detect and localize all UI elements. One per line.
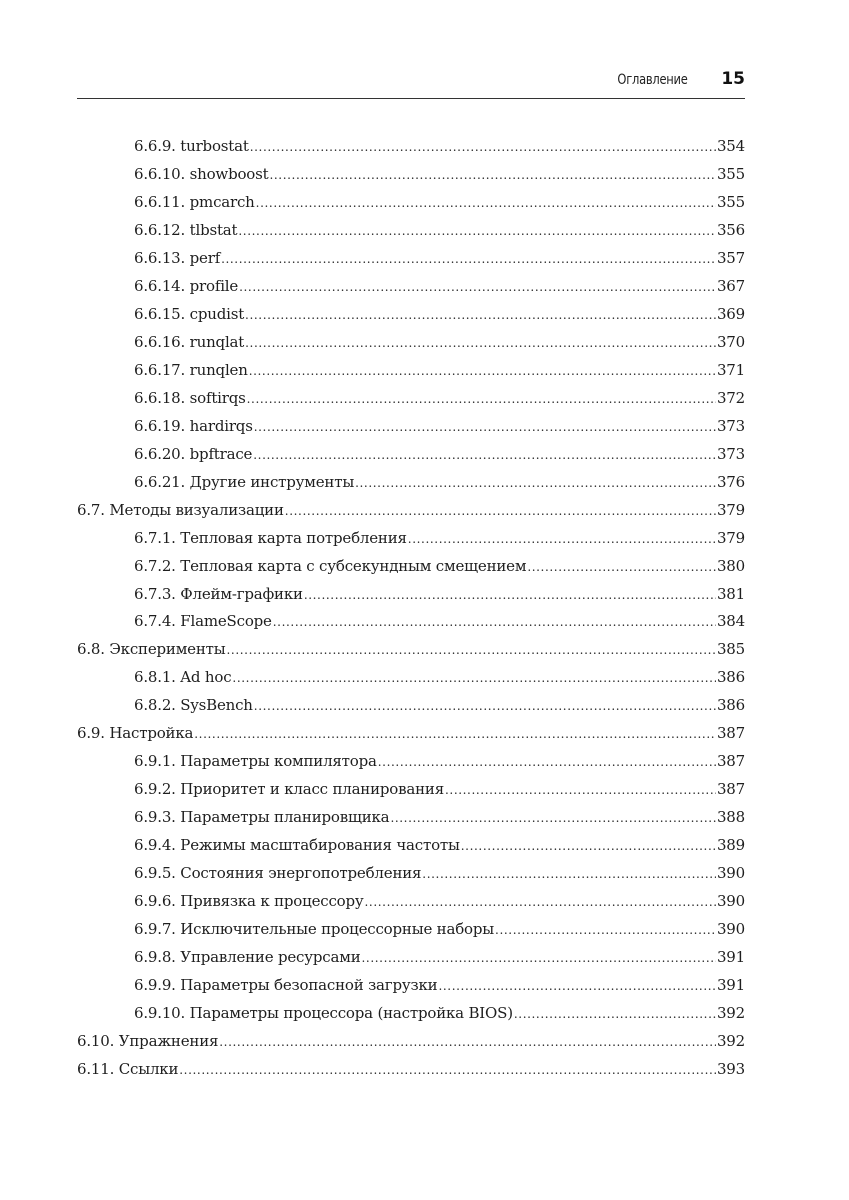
toc-entry-page: 357	[716, 248, 745, 267]
toc-entry[interactable]	[134, 468, 745, 496]
toc-entry-page: 371	[716, 360, 745, 379]
toc-entry-title: 6.8.1. Ad hoc	[134, 668, 232, 687]
toc-entry[interactable]	[77, 1055, 745, 1083]
dot-leader	[461, 832, 716, 860]
toc-entry-title: 6.9. Настройка	[77, 724, 194, 743]
toc-entry[interactable]	[77, 719, 745, 747]
toc-entry-title: 6.9.6. Привязка к процессору	[134, 892, 364, 911]
dot-leader	[495, 916, 716, 944]
dot-leader	[285, 497, 716, 525]
dot-leader	[221, 245, 716, 273]
toc-entry[interactable]	[77, 496, 745, 524]
toc-entry[interactable]	[134, 663, 745, 691]
toc-entry-title: 6.6.12. tlbstat	[134, 220, 238, 239]
toc-entry[interactable]	[134, 188, 745, 216]
toc-entry[interactable]	[134, 747, 745, 775]
toc-entry-page: 385	[716, 640, 745, 659]
toc-entry-page: 390	[716, 864, 745, 883]
toc-entry[interactable]	[134, 859, 745, 887]
dot-leader	[238, 217, 716, 245]
dot-leader	[245, 301, 716, 329]
toc-entry-page: 373	[716, 416, 745, 435]
toc-entry-page: 389	[716, 836, 745, 855]
toc-entry[interactable]	[134, 943, 745, 971]
toc-entry-page: 372	[716, 388, 745, 407]
toc-entry-page: 355	[716, 164, 745, 183]
dot-leader	[245, 329, 716, 357]
dot-leader	[355, 469, 716, 497]
toc-entry-title: 6.6.14. profile	[134, 276, 239, 295]
toc-entry[interactable]	[134, 272, 745, 300]
toc-entry-page: 379	[716, 500, 745, 519]
toc-entry-title: 6.11. Ссылки	[77, 1060, 179, 1078]
toc-entry-page: 390	[716, 892, 745, 911]
toc-entry-page: 386	[716, 696, 745, 715]
dot-leader	[250, 133, 716, 161]
page-number: 15	[721, 69, 745, 89]
toc-entry-title: 6.6.17. runqlen	[134, 360, 248, 379]
toc-entry[interactable]	[77, 1027, 745, 1055]
toc-entry-page: 379	[716, 528, 745, 547]
toc-entry-page: 387	[716, 780, 745, 799]
dot-leader	[227, 636, 716, 664]
toc-entry[interactable]	[77, 635, 745, 663]
toc-entry-page: 354	[716, 137, 745, 155]
toc-entry-page: 386	[716, 668, 745, 687]
dot-leader	[219, 1028, 716, 1056]
dot-leader	[408, 525, 716, 553]
toc-entry[interactable]	[134, 775, 745, 803]
toc-entry-page: 355	[716, 192, 745, 211]
toc-entry-page: 392	[716, 1032, 745, 1051]
toc-entry-title: 6.10. Упражнения	[77, 1032, 219, 1051]
toc-entry-page: 388	[716, 808, 745, 827]
toc-entry-title: 6.6.10. showboost	[134, 164, 269, 183]
running-header	[77, 68, 745, 99]
toc-entry-page: 367	[716, 276, 745, 295]
dot-leader	[239, 273, 716, 301]
toc-entry-title: 6.7. Методы визуализации	[77, 500, 284, 519]
toc-entry-title: 6.6.15. cpudist	[134, 304, 245, 323]
toc-entry[interactable]	[134, 356, 745, 384]
toc-entry[interactable]	[134, 524, 745, 552]
toc-entry-title: 6.9.1. Параметры компилятора	[134, 752, 377, 771]
toc-entry[interactable]	[134, 328, 745, 356]
toc-entry[interactable]	[134, 300, 745, 328]
dot-leader	[232, 664, 716, 692]
dot-leader	[422, 860, 716, 888]
dot-leader	[194, 720, 716, 748]
toc-entry-title: 6.9.3. Параметры планировщика	[134, 808, 390, 827]
toc-entry-page: 380	[716, 556, 745, 575]
toc-entry-title: 6.9.5. Состояния энергопотребления	[134, 864, 422, 883]
toc-entry-title: 6.8.2. SysBench	[134, 696, 253, 715]
toc-entry[interactable]	[134, 971, 745, 999]
toc-entry[interactable]	[134, 803, 745, 831]
toc-entry-title: 6.7.2. Тепловая карта с субсекундным смещением	[134, 556, 527, 575]
toc-entry-title: 6.7.3. Флейм-графики	[134, 584, 303, 603]
toc-entry-page: 391	[716, 948, 745, 967]
toc-entry[interactable]	[134, 887, 745, 915]
toc-entry-title: 6.9.2. Приоритет и класс планирования	[134, 780, 444, 799]
toc-entry-page: 370	[716, 332, 745, 351]
toc-entry-title: 6.6.16. runqlat	[134, 332, 245, 351]
dot-leader	[378, 748, 716, 776]
toc-entry[interactable]	[134, 580, 745, 608]
dot-leader	[362, 944, 716, 972]
dot-leader	[253, 441, 716, 469]
toc-entry-title: 6.6.20. bpftrace	[134, 444, 253, 463]
dot-leader	[390, 804, 716, 832]
dot-leader	[273, 608, 716, 636]
toc-entry[interactable]	[134, 552, 745, 580]
toc-entry[interactable]	[134, 412, 745, 440]
toc-entry-title: 6.8. Эксперименты	[77, 640, 226, 659]
toc-entry-page: 391	[716, 976, 745, 995]
toc-entry[interactable]	[134, 915, 745, 943]
toc-entry-title: 6.9.9. Параметры безопасной загрузки	[134, 976, 438, 995]
dot-leader	[249, 357, 716, 385]
toc-entry-title: 6.7.4. FlameScope	[134, 612, 272, 631]
dot-leader	[254, 413, 716, 441]
dot-leader	[254, 692, 716, 720]
toc-entry-title: 6.9.4. Режимы масштабирования частоты	[134, 836, 460, 855]
dot-leader	[269, 161, 716, 189]
dot-leader	[365, 888, 716, 916]
toc-entry-title: 6.9.8. Управление ресурсами	[134, 948, 361, 967]
toc-entry[interactable]	[134, 244, 745, 272]
dot-leader	[304, 581, 716, 609]
toc-entry-title: 6.6.9. turbostat	[134, 137, 249, 155]
toc-entry-page: 392	[716, 1004, 745, 1023]
toc-entry-page: 387	[716, 752, 745, 771]
dot-leader	[256, 189, 716, 217]
toc-entry-title: 6.7.1. Тепловая карта потребления	[134, 528, 407, 547]
toc-entry[interactable]	[134, 691, 745, 719]
toc-entry-title: 6.6.19. hardirqs	[134, 416, 253, 435]
toc-entry-page: 373	[716, 444, 745, 463]
dot-leader	[527, 553, 716, 581]
dot-leader	[445, 776, 716, 804]
toc-entry[interactable]	[134, 216, 745, 244]
running-header-title: Оглавление	[617, 72, 688, 88]
toc-entry-title: 6.6.21. Другие инструменты	[134, 472, 355, 491]
toc-entry-title: 6.6.18. softirqs	[134, 388, 246, 407]
dot-leader	[247, 385, 716, 413]
toc-entry[interactable]	[134, 132, 745, 160]
toc-entry-page: 384	[716, 612, 745, 631]
dot-leader	[514, 1000, 716, 1028]
toc-entry[interactable]	[134, 831, 745, 859]
dot-leader	[438, 972, 716, 1000]
toc-entry[interactable]	[134, 440, 745, 468]
toc-entry[interactable]	[134, 384, 745, 412]
toc-entry-title: 6.9.7. Исключительные процессорные наборы	[134, 920, 495, 939]
toc-entry[interactable]	[134, 160, 745, 188]
toc-entry[interactable]	[134, 999, 745, 1027]
toc-entry-title: 6.9.10. Параметры процессора (настройка BIOS)	[134, 1004, 513, 1023]
toc-entry-page: 393	[716, 1060, 745, 1078]
toc-entry-page: 369	[716, 304, 745, 323]
toc-entry-page: 387	[716, 724, 745, 743]
toc-entry-title: 6.6.13. perf	[134, 248, 221, 267]
toc-entry[interactable]	[134, 607, 745, 635]
toc-entry-page: 390	[716, 920, 745, 939]
toc-entry-page: 376	[716, 472, 745, 491]
toc-entry-title: 6.6.11. pmcarch	[134, 192, 255, 211]
dot-leader	[179, 1056, 716, 1084]
toc-entry-page: 381	[716, 584, 745, 603]
toc-entry-page: 356	[716, 220, 745, 239]
